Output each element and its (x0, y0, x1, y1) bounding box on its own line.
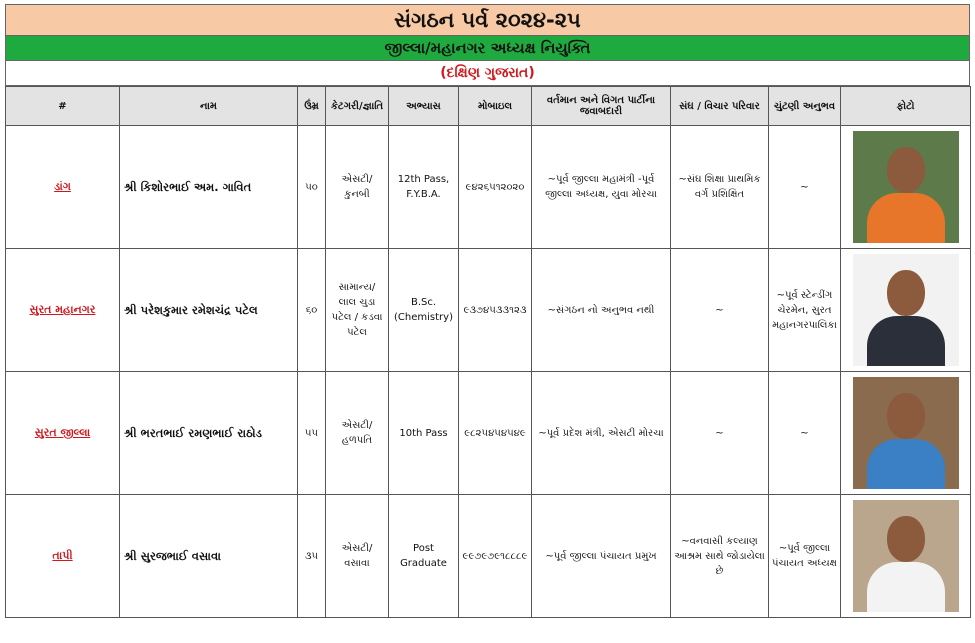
district-cell (6, 372, 120, 495)
appointments-table (5, 86, 971, 618)
sangh-cell: ~સંઘ શિક્ષા પ્રાથમિક વર્ગ પ્રશિક્ષિત (671, 126, 769, 249)
election-cell: ~પૂર્વ સ્ટેન્ડીંગ ચેરમેન, સુરત મહાનગરપાલિકા (769, 249, 841, 372)
photo-body (867, 193, 945, 243)
table-row (6, 126, 971, 249)
category-cell: એસટી/ કુનબી (326, 126, 389, 249)
portrait-photo (853, 254, 959, 366)
table-row (6, 372, 971, 495)
mobile-cell: ૯૮૨૫૪૫૪૫૪૯ (459, 372, 532, 495)
category-cell: એસટી/ વસાવા (326, 495, 389, 618)
column-header: વર્તમાન અને વિગત પાર્ટીના જવાબદારી (532, 87, 671, 126)
district-link[interactable]: સુરત મહાનગર (29, 303, 96, 316)
page-title: સંગઠન પર્વ ૨૦૨૪-૨૫ (5, 4, 970, 36)
table-row (6, 495, 971, 618)
region-label: (દક્ષિણ ગુજરાત) (5, 61, 970, 86)
photo-cell (841, 372, 971, 495)
category-cell: એસટી/ હળપતિ (326, 372, 389, 495)
photo-head (887, 516, 925, 562)
column-header: મોબાઇલ (459, 87, 532, 126)
age-cell: ૬૦ (298, 249, 326, 372)
column-header: અભ્યાસ (389, 87, 459, 126)
header-row (6, 87, 971, 126)
election-cell: ~ (769, 126, 841, 249)
mobile-cell: ૯૩૭૪૫૩૩૧૨૩ (459, 249, 532, 372)
column-header: ફોટો (841, 87, 971, 126)
education-cell: 10th Pass (389, 372, 459, 495)
sangh-cell: ~ (671, 249, 769, 372)
name-cell: શ્રી પરેશકુમાર રમેશચંદ્ર પટેલ (120, 249, 298, 372)
photo-head (887, 393, 925, 439)
sangh-cell: ~વનવાસી કલ્યાણ આશ્રમ સાથે જોડાયેલા છે (671, 495, 769, 618)
category-cell: સામાન્ય/ લાલ ચુડા પટેલ / કડવા પટેલ (326, 249, 389, 372)
column-header: ચુંટણી અનુભવ (769, 87, 841, 126)
name-cell: શ્રી કિશોરભાઈ અમ. ગાવિત (120, 126, 298, 249)
column-header: નામ (120, 87, 298, 126)
district-cell (6, 249, 120, 372)
district-cell (6, 126, 120, 249)
sangh-cell: ~ (671, 372, 769, 495)
portrait-photo (853, 500, 959, 612)
name-cell: શ્રી સુરજભાઈ વસાવા (120, 495, 298, 618)
table-row (6, 249, 971, 372)
photo-cell (841, 249, 971, 372)
photo-body (867, 562, 945, 612)
education-cell: 12th Pass, F.Y.B.A. (389, 126, 459, 249)
responsibility-cell: ~પૂર્વ જીલ્લા પંચાયત પ્રમુખ (532, 495, 671, 618)
portrait-photo (853, 377, 959, 489)
mobile-cell: ૯૪૨૬૫૧૨૦૨૦ (459, 126, 532, 249)
document-sheet (5, 4, 970, 618)
photo-head (887, 147, 925, 193)
column-header: સંઘ / વિચાર પરિવાર (671, 87, 769, 126)
mobile-cell: ૯૯૭૯૭૯૧૮૮૮૯ (459, 495, 532, 618)
age-cell: ૩૫ (298, 495, 326, 618)
district-link[interactable]: ડાંગ (54, 180, 71, 193)
education-cell: Post Graduate (389, 495, 459, 618)
election-cell: ~ (769, 372, 841, 495)
portrait-photo (853, 131, 959, 243)
age-cell: ૫૫ (298, 372, 326, 495)
district-link[interactable]: તાપી (52, 549, 73, 562)
responsibility-cell: ~સંગઠન નો અનુભવ નથી (532, 249, 671, 372)
photo-body (867, 439, 945, 489)
age-cell: ૫૦ (298, 126, 326, 249)
column-header: ઉંમ્ર (298, 87, 326, 126)
name-cell: શ્રી ભરતભાઈ રમણભાઈ રાઠોડ (120, 372, 298, 495)
column-header: # (6, 87, 120, 126)
responsibility-cell: ~પૂર્વ પ્રદેશ મંત્રી, એસટી મોરચા (532, 372, 671, 495)
education-cell: B.Sc. (Chemistry) (389, 249, 459, 372)
photo-cell (841, 126, 971, 249)
photo-cell (841, 495, 971, 618)
photo-head (887, 270, 925, 316)
election-cell: ~પૂર્વ જીલ્લા પંચાયત અધ્યક્ષ (769, 495, 841, 618)
page-subtitle: જીલ્લા/મહાનગર અધ્યક્ષ નિયુક્તિ (5, 36, 970, 61)
column-header: કેટગરી/જ્ઞાતિ (326, 87, 389, 126)
district-link[interactable]: સુરત જીલ્લા (34, 426, 91, 439)
responsibility-cell: ~પૂર્વ જીલ્લા મહામંત્રી -પૂર્વ જીલ્લા અધ્યક્ષ, યુવા મોરચા (532, 126, 671, 249)
district-cell (6, 495, 120, 618)
photo-body (867, 316, 945, 366)
